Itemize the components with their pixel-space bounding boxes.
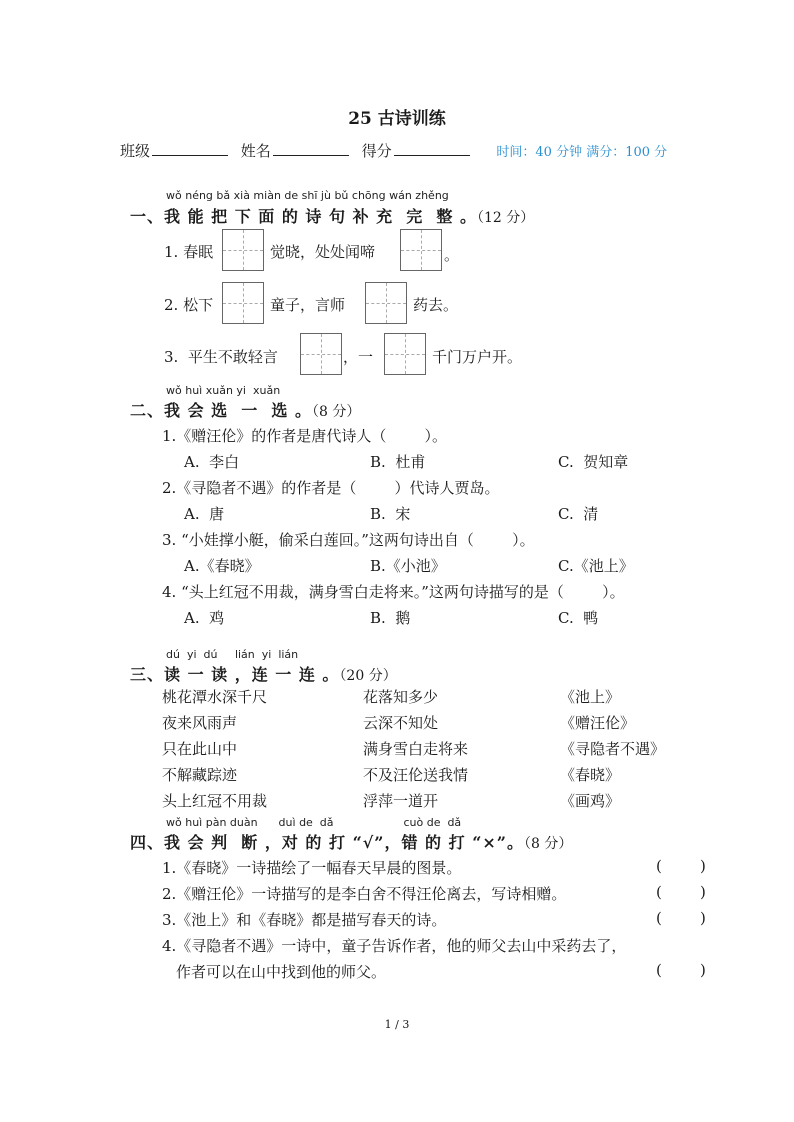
s2-q4-option-b[interactable]: B. 鹅 xyxy=(370,609,411,627)
writing-box[interactable] xyxy=(222,229,264,271)
s1-q3-end: 千门万户开。 xyxy=(432,348,523,366)
s2-q1-option-b[interactable]: B. 杜甫 xyxy=(370,453,426,471)
section2-pinyin: wǒ huì xuǎn yi xuǎn xyxy=(166,384,281,397)
s2-q4-option-a[interactable]: A. 鸡 xyxy=(184,609,225,627)
section2-heading-text: 二、我 会 选 一 选 。 xyxy=(130,401,312,420)
match-middle-item[interactable]: 浮萍一道开 xyxy=(363,792,439,810)
section2-heading xyxy=(130,398,360,421)
section1-heading-text: 一、我 能 把 下 面 的 诗 句 补 充 完 整 。 xyxy=(130,207,477,226)
match-middle-item[interactable]: 满身雪白走将来 xyxy=(363,740,469,758)
match-left-item[interactable]: 夜来风雨声 xyxy=(162,714,238,732)
match-right-item[interactable]: 《赠汪伦》 xyxy=(560,714,636,732)
page-number: 1 / 3 xyxy=(384,1018,410,1031)
match-left-item[interactable]: 只在此山中 xyxy=(162,740,238,758)
s2-q1-option-a[interactable]: A. 李白 xyxy=(184,453,240,471)
s2-q2-stem: 2.《寻隐者不遇》的作者是（ ）代诗人贾岛。 xyxy=(162,479,500,497)
match-right-item[interactable]: 《春晓》 xyxy=(560,766,621,784)
s2-q1-stem: 1.《赠汪伦》的作者是唐代诗人（ ）。 xyxy=(162,427,447,445)
writing-box[interactable] xyxy=(400,229,442,271)
section3-heading xyxy=(130,662,397,685)
s2-q3-stem: 3. “小娃撑小艇，偷采白莲回。”这两句诗出自（ ）。 xyxy=(162,531,535,549)
s2-q2-option-c[interactable]: C. 清 xyxy=(558,505,599,523)
match-left-item[interactable]: 头上红冠不用裁 xyxy=(162,792,268,810)
s1-q2-end: 药去。 xyxy=(413,296,459,314)
writing-box[interactable] xyxy=(300,333,342,375)
s2-q4-option-c[interactable]: C. 鸭 xyxy=(558,609,599,627)
match-right-item[interactable]: 《池上》 xyxy=(560,688,621,706)
s1-q3-start: 3. 平生不敢轻言 xyxy=(164,348,278,366)
score-label: 得分 xyxy=(361,142,392,160)
match-right-item[interactable]: 《画鸡》 xyxy=(560,792,621,810)
match-middle-item[interactable]: 花落知多少 xyxy=(363,688,439,706)
class-blank[interactable] xyxy=(152,141,228,156)
section4-score: （8 分） xyxy=(524,836,573,852)
s1-q1-mid: 觉晓，处处闻啼 xyxy=(270,243,376,261)
s1-q2-mid: 童子，言师 xyxy=(270,296,346,314)
writing-box[interactable] xyxy=(222,282,264,324)
section2-score: （8 分） xyxy=(312,404,361,420)
writing-box[interactable] xyxy=(365,282,407,324)
s2-q2-option-b[interactable]: B. 宋 xyxy=(370,505,411,523)
s4-item-3: 3.《池上》和《春晓》都是描写春天的诗。 xyxy=(162,911,447,929)
section4-heading-text: 四、我 会 判 断 ，对 的 打 “√”，错 的 打 “×”。 xyxy=(130,833,525,852)
s2-q4-stem: 4. “头上红冠不用裁，满身雪白走将来。”这两句诗描写的是（ ）。 xyxy=(162,583,625,601)
answer-paren[interactable]: ( ) xyxy=(656,857,706,875)
page-title: 25 古诗训练 xyxy=(348,109,446,129)
s4-item-1: 1.《春晓》一诗描绘了一幅春天早晨的图景。 xyxy=(162,859,462,877)
s1-q1-start: 1. 春眠 xyxy=(164,243,214,261)
answer-paren[interactable]: ( ) xyxy=(656,961,706,979)
s4-item-4-cont: 作者可以在山中找到他的师父。 xyxy=(176,963,387,981)
match-middle-item[interactable]: 不及汪伦送我情 xyxy=(363,766,469,784)
match-right-item[interactable]: 《寻隐者不遇》 xyxy=(560,740,666,758)
name-label: 姓名 xyxy=(240,142,271,160)
section1-heading xyxy=(130,204,534,227)
s1-q3-mid: ，一 xyxy=(343,348,374,366)
s2-q3-option-c[interactable]: C.《池上》 xyxy=(558,557,634,575)
student-info-line xyxy=(120,140,667,161)
s2-q3-option-a[interactable]: A.《春晓》 xyxy=(184,557,260,575)
s4-item-4: 4.《寻隐者不遇》一诗中，童子告诉作者，他的师父去山中采药去了， xyxy=(162,937,627,955)
class-label: 班级 xyxy=(120,142,151,160)
s2-q2-option-a[interactable]: A. 唐 xyxy=(184,505,225,523)
section3-pinyin: dú yi dú lián yi lián xyxy=(166,648,299,661)
answer-paren[interactable]: ( ) xyxy=(656,909,706,927)
s1-q1-end: 。 xyxy=(444,246,460,264)
section4-pinyin: wǒ huì pàn duàn duì de dǎ cuò de dǎ xyxy=(166,816,462,829)
section1-pinyin: wǒ néng bǎ xià miàn de shī jù bǔ chōng wán zhěng xyxy=(166,189,449,202)
time-info: 时间：40 分钟 满分：100 分 xyxy=(496,145,668,160)
s2-q1-option-c[interactable]: C. 贺知章 xyxy=(558,453,629,471)
match-left-item[interactable]: 桃花潭水深千尺 xyxy=(162,688,268,706)
match-middle-item[interactable]: 云深不知处 xyxy=(363,714,439,732)
section4-heading xyxy=(130,830,572,853)
writing-box[interactable] xyxy=(384,333,426,375)
s4-item-2: 2.《赠汪伦》一诗描写的是李白舍不得汪伦离去，写诗相赠。 xyxy=(162,885,567,903)
answer-paren[interactable]: ( ) xyxy=(656,883,706,901)
s1-q2-start: 2. 松下 xyxy=(164,296,214,314)
match-left-item[interactable]: 不解藏踪迹 xyxy=(162,766,238,784)
s2-q3-option-b[interactable]: B.《小池》 xyxy=(370,557,446,575)
section3-score: （20 分） xyxy=(339,668,397,684)
score-blank[interactable] xyxy=(394,141,470,156)
section1-score: （12 分） xyxy=(477,210,535,226)
name-blank[interactable] xyxy=(273,141,349,156)
section3-heading-text: 三、读 一 读 ，连 一 连 。 xyxy=(130,665,340,684)
